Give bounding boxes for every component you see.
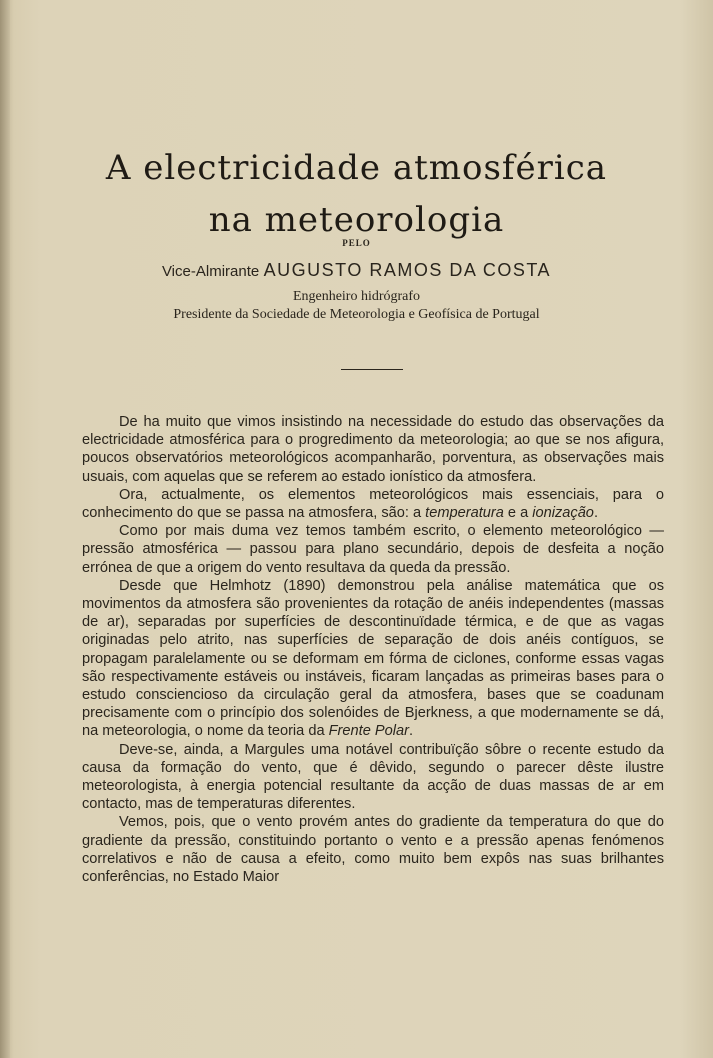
paragraph-5: Deve-se, ainda, a Margules uma notável contribuïção sôbre o recente estudo da causa da formação do vento, que é dêvido, segundo o parecer dêste ilustre meteorologista, à energia potencial resultante da acção de duas massas de ar em contacto, mas de temperaturas diferentes. — [82, 741, 664, 813]
paragraph-4: Desde que Helmhotz (1890) demonstrou pela análise matemática que os movimentos da atmosfera são provenientes da rotação de anéis independentes (massas de ar), separadas por superfícies de descontinuïdade térmica, e de que as vagas originadas pelo atrito, nas superfícies de separação de dois anéis contíguos, se propagam paralelamente ou se deformam em fórma de ciclones, conforme essas vagas são respectivamente estáveis ou instáveis, ficaram lançadas as primeiras bases para o estudo consciencioso da circulação geral da atmosfera, bases que se coadunam precisamente com o princípio dos solenóides de Bjerkness, a que modernamente se dá, na meteorologia, o nome da teoria da Frente Polar. — [82, 577, 664, 740]
author-affiliation-2: Presidente da Sociedade de Meteorologia e Geofísica de Portugal — [173, 307, 540, 322]
article-title — [0, 142, 713, 246]
title-line-2: na meteorologia — [208, 200, 505, 240]
author-rank: Vice-Almirante — [161, 263, 260, 280]
author-name: AUGUSTO RAMOS DA COSTA — [263, 260, 552, 280]
title-line-1: A electricidade atmosférica — [105, 148, 608, 188]
paragraph-6: Vemos, pois, que o vento provém antes do gradiente da temperatura do que do gradiente da pressão, constituindo portanto o vento e a pressão apenas fenómenos correlativos e não de causa a efeito, como muito bem expôs nas suas brilhantes conferências, no Estado Maior — [82, 814, 664, 886]
author-affiliation-1: Engenheiro hidrógrafo — [292, 289, 421, 304]
byline-prefix: PELO — [342, 238, 371, 248]
paragraph-3: Como por mais duma vez temos também escrito, o elemento meteorológico — pressão atmosférica — passou para plano secundário, depois de desfeita a noção errónea de que a origem do vento resultava da queda da pressão. — [82, 523, 664, 576]
section-divider — [341, 369, 403, 370]
paragraph-2: Ora, actualmente, os elementos meteorológicos mais essenciais, para o conhecimento do que se passa na atmosfera, são: a temperatura e a ionização. — [82, 486, 664, 522]
author-line — [0, 260, 713, 281]
paragraph-1: De ha muito que vimos insistindo na necessidade do estudo das observações da electricidade atmosférica para o progredimento da meteorologia; ao que se nos afigura, poucos observatórios meteorológicos acompanharão, porventura, as observações mais usuais, com aquelas que se referem ao estado ionístico da atmosfera. — [82, 414, 664, 485]
article-body — [82, 413, 664, 886]
